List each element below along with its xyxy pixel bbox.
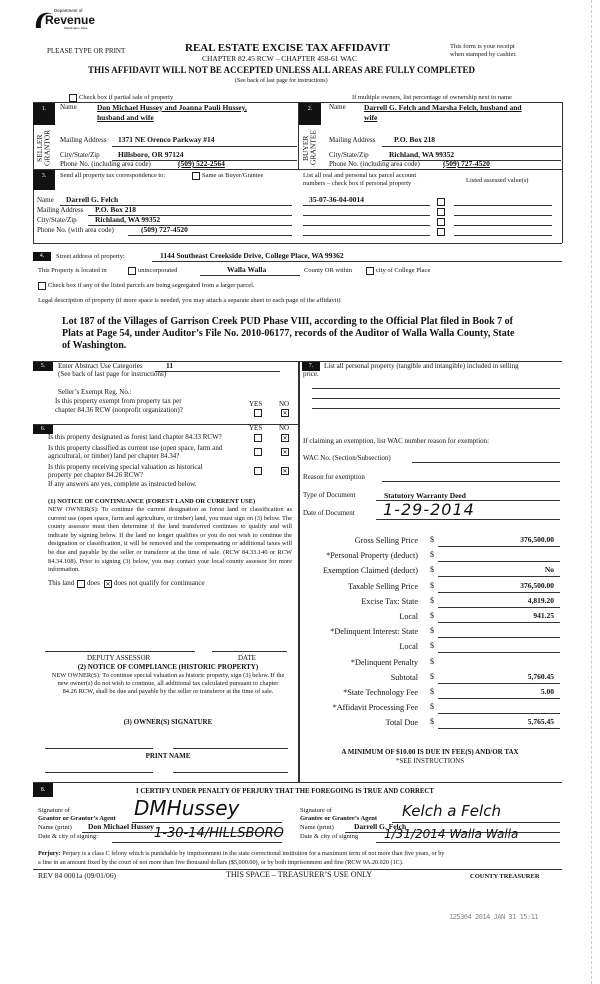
currency-symbol: $: [430, 717, 434, 727]
correspondence-city-state-zip[interactable]: Richland, WA 99352: [95, 215, 161, 224]
field-line: [200, 275, 300, 276]
amount-line: [438, 728, 560, 729]
notice-compliance-title: (2) NOTICE OF COMPLIANCE (HISTORIC PROPERTY): [77, 663, 259, 671]
name-label: Name: [37, 196, 54, 204]
personal-property-checkbox[interactable]: [437, 198, 445, 206]
property-street-address[interactable]: 1144 Southeast Creekside Drive, College Place, WA 99362: [160, 251, 344, 260]
seller-side-label: [36, 128, 51, 168]
section-number: 1.: [33, 103, 55, 125]
parcel-line: [303, 225, 430, 226]
personal-property-checkbox[interactable]: [437, 218, 445, 226]
amount-value[interactable]: 941.25: [533, 611, 554, 620]
assessed-label: Listed assessed value(s): [466, 177, 529, 184]
seller-name[interactable]: husband and wife: [97, 113, 154, 122]
does-label: does: [87, 579, 100, 587]
treasurer-space-label: THIS SPACE – TREASURER’S USE ONLY: [226, 870, 373, 879]
nonprofit-yes-checkbox[interactable]: [254, 409, 262, 417]
signature-label: Signature of: [300, 807, 332, 814]
buyer-side-label: [302, 128, 317, 168]
city-label: city of College Place: [376, 267, 431, 274]
scan-edge: [591, 0, 592, 984]
amount-label: *Affidavit Processing Fee: [332, 703, 418, 713]
no-label: NO: [279, 424, 290, 432]
personal-property-line[interactable]: [312, 398, 560, 399]
personal-property-line[interactable]: [312, 408, 560, 409]
currency-symbol: $: [430, 656, 434, 666]
correspondence-mailing-address[interactable]: P.O. Box 218: [95, 205, 136, 214]
receipt-note: This form is your receipt: [450, 43, 515, 50]
current-use-no-checkbox[interactable]: [281, 448, 289, 456]
county-name[interactable]: Walla Walla: [227, 265, 267, 274]
phone-label: Phone No. (including area code): [329, 160, 420, 168]
send-label: Send all property tax correspondence to:: [60, 172, 166, 179]
amount-label: Taxable Selling Price: [348, 581, 418, 591]
field-line: [152, 261, 562, 262]
owner-signature-label: (3) OWNER(S) SIGNATURE: [123, 718, 213, 726]
date-label: DATE: [238, 654, 256, 662]
currency-symbol: $: [430, 702, 434, 712]
amount-line: [438, 637, 560, 638]
notice-compliance-text: NEW OWNER(S): To continue special valuation as historic property, sign (3) below. If the new owner(s) do not wish to continue, all additional tax calculated pursuant to chapter 84.26 RCW, shall be due and payable by the seller or transferor at the time of sale.: [51, 672, 285, 696]
historical-yes-checkbox[interactable]: [254, 467, 262, 475]
amount-label: *State Technology Fee: [343, 688, 418, 697]
document-date[interactable]: 1-29-2014: [383, 500, 475, 519]
name-print-label: Name (print): [300, 824, 334, 831]
instructions-note: (See back of last page for instructions): [235, 78, 328, 84]
amount-value[interactable]: 376,500.00: [520, 580, 554, 590]
legal-description[interactable]: Lot 187 of the Villages of Garrison Creek PUD Phase VIII, according to the Official Plat filed in Book 7 of: [62, 316, 513, 327]
buyer-name[interactable]: Darrell G. Felch and Marsha Felch, husband and: [364, 103, 522, 112]
phone-label: Phone No. (including area code): [60, 160, 151, 168]
divider: [33, 169, 562, 170]
nonprofit-no-checkbox[interactable]: [281, 409, 289, 417]
amount-label: Excise Tax: State: [361, 596, 418, 606]
legal-description[interactable]: Plats at Page 54, under Auditor’s File No. 2010-06177, records of the Auditor of Walla Walla County, State: [62, 328, 515, 339]
seller-mailing-address[interactable]: 1371 NE Orenco Parkway #14: [118, 135, 215, 144]
no-label: NO: [279, 400, 290, 408]
amount-label: Gross Selling Price: [354, 536, 418, 545]
question-text: Is this property designated as forest land chapter 84.33 RCW?: [48, 433, 222, 441]
question-text: chapter 84.36 RCW (nonprofit organization)?: [55, 406, 183, 414]
buyer-city-state-zip[interactable]: Richland, WA 99352: [389, 150, 455, 159]
parcel-line: [303, 205, 430, 206]
logo-text: Department of: [54, 8, 83, 13]
side-label: SELLER: [35, 134, 44, 162]
personal-property-label: price.: [303, 370, 319, 378]
name-label: Name: [329, 103, 346, 111]
this-land-label: This land: [48, 579, 75, 587]
amount-label: Subtotal: [390, 672, 418, 682]
mail-label: Mailing Address: [329, 136, 376, 144]
currency-symbol: $: [430, 595, 434, 605]
parcel-label: numbers – check box if personal property: [303, 180, 412, 187]
perjury-text: Perjury is a class C felony which is punishable by imprisonment in the state correctional institution for a maximum term of not more than five years, or by: [62, 850, 445, 857]
side-label: BUYER: [301, 135, 310, 161]
logo-text: Revenue: [45, 13, 96, 27]
name-print-label: Name (print): [38, 824, 72, 831]
minimum-due-note: A MINIMUM OF $10.00 IS DUE IN FEE(S) AND/OR TAX: [341, 748, 519, 756]
field-line: [376, 519, 560, 520]
city-label: City/State/Zip: [37, 216, 77, 224]
date-line[interactable]: [212, 651, 287, 652]
field-line: [376, 842, 560, 843]
city-label: City/State/Zip: [60, 151, 100, 159]
unincorporated-label: unincorporated: [138, 267, 178, 274]
amount-label: Local: [399, 642, 418, 652]
field-line: [392, 822, 560, 823]
grantee-printed-name[interactable]: Darrell G. Felch: [354, 822, 407, 831]
personal-property-checkbox[interactable]: [437, 228, 445, 236]
field-line: [112, 842, 282, 843]
section-number: 6.: [33, 425, 53, 434]
print-name-label: PRINT NAME: [145, 752, 191, 760]
amount-line: [438, 713, 560, 714]
yes-label: YES: [249, 424, 263, 432]
signature-label: Grantee or Grantee’s Agent: [300, 815, 378, 822]
city-checkbox[interactable]: [366, 267, 374, 275]
segregated-label: Check box if any of the listed parcels are being segregated from a larger parcel.: [48, 282, 255, 289]
assessed-value-line[interactable]: [454, 205, 552, 206]
amount-value[interactable]: 5,760.45: [527, 671, 554, 681]
county-treasurer-label: COUNTY TREASURER: [470, 873, 540, 880]
phone-label: Phone No. (with area code): [37, 226, 114, 234]
print-name-line[interactable]: [173, 772, 288, 773]
currency-symbol: $: [430, 671, 434, 681]
amount-label: Local: [399, 612, 418, 621]
amount-value[interactable]: 5.00: [540, 687, 554, 696]
wac-label: WAC No. (Section/Subsection): [303, 454, 391, 462]
parcel-line: [303, 215, 430, 216]
form-chapter: CHAPTER 82.45 RCW – CHAPTER 458-61 WAC: [202, 54, 357, 63]
legal-description[interactable]: of Washington.: [62, 340, 127, 351]
amount-label: Total Due: [385, 718, 418, 728]
question-text: agricultural, or timber) land per chapter 84.34?: [48, 452, 180, 460]
does-not-qualify-checkbox[interactable]: [104, 580, 112, 588]
deputy-assessor-label: DEPUTY ASSESSOR: [87, 654, 151, 662]
personal-property-checkbox[interactable]: [437, 208, 445, 216]
segregated-checkbox[interactable]: [38, 282, 46, 290]
currency-symbol: $: [430, 550, 434, 560]
buyer-name[interactable]: wife: [364, 113, 378, 122]
field-line: [155, 371, 280, 372]
amount-line: [438, 576, 560, 577]
wac-line[interactable]: [412, 462, 560, 463]
parcel-label: List all real and personal tax parcel account: [303, 172, 417, 179]
grantor-signature[interactable]: DMHussey: [134, 796, 240, 820]
instruction-text: If any answers are yes, complete as instructed below.: [48, 480, 197, 488]
does-not-label: does not qualify for continuance: [114, 579, 205, 587]
side-label: GRANTOR: [42, 129, 52, 167]
mail-label: Mailing Address: [37, 206, 84, 214]
question-text: Is this property classified as current use (open space, farm and: [48, 444, 223, 452]
amount-value[interactable]: 376,500.00: [520, 535, 554, 544]
notice-continuance-text: NEW OWNER(S): To continue the current designation as forest land or classification as current use (open space, farm and agriculture, or timber) land, you must sign on (3) below. The county assessor must then determine if the land transferred continues to qualify and will indicate by signing below. If the land no longer qualifies or you do not wish to continue the designation or classification, it will be removed and the compensating or additional taxes will be due and payable by the seller or transferor at the time of sale. (RCW 84.33.140 or RCW 84.34.108). Prior to signing (3) below, you may contact your local county assessor for more information.: [48, 506, 292, 574]
correspondence-name[interactable]: Darrell G. Felch: [66, 195, 119, 204]
amount-line: [438, 561, 560, 562]
doc-type-label: Type of Document: [303, 491, 356, 499]
amount-label: *Delinquent Interest: State: [330, 627, 418, 637]
amount-label: *Delinquent Penalty: [350, 657, 418, 667]
amount-line: [438, 698, 560, 699]
form-title: REAL ESTATE EXCISE TAX AFFIDAVIT: [185, 42, 390, 54]
personal-property-label: List all personal property (tangible and intangible) included in selling: [324, 362, 519, 370]
date-city-label: Date & city of signing: [300, 833, 359, 840]
certify-statement: I CERTIFY UNDER PENALTY OF PERJURY THAT THE FOREGOING IS TRUE AND CORRECT: [136, 788, 434, 795]
receipt-note: when stamped by cashier.: [450, 51, 517, 58]
question-text: property per chapter 84.26 RCW?: [48, 471, 144, 479]
exempt-reg-label: Seller’s Exempt Reg. No.:: [58, 388, 132, 396]
question-text: Is this property receiving special valuation as historical: [48, 463, 203, 471]
divider: [562, 102, 563, 243]
amount-line: [438, 592, 560, 593]
reason-label: Reason for exemption: [303, 473, 365, 481]
name-label: Name: [60, 103, 77, 111]
city-label: City/State/Zip: [329, 151, 369, 159]
date-city-label: Date & city of signing:: [38, 833, 98, 840]
divider: [33, 782, 562, 783]
mail-label: Mailing Address: [60, 136, 107, 144]
grantor-date-city[interactable]: 1-30-14/HILLSBORO: [154, 826, 284, 841]
grantee-date-city[interactable]: 1/31/2014 Walla Walla: [384, 827, 519, 841]
amount-line: [438, 652, 560, 653]
seller-city-state-zip[interactable]: Hillsboro, OR 97124: [118, 150, 184, 159]
abstract-use-category[interactable]: 11: [166, 361, 174, 370]
field-line: [132, 822, 282, 823]
form-revision: REV 84 0001a (09/01/06): [38, 871, 116, 880]
amount-line: [438, 607, 560, 608]
currency-symbol: $: [430, 626, 434, 636]
amount-line: [438, 546, 560, 547]
exemption-label: If claiming an exemption, list WAC number reason for exemption:: [303, 437, 490, 445]
county-or-label: County OR within: [304, 267, 353, 274]
same-as-buyer-checkbox[interactable]: [192, 172, 200, 180]
assessed-value-line[interactable]: [454, 235, 552, 236]
located-label: This Property is located in: [38, 267, 107, 274]
signature-label: Grantor or Grantor’s Agent: [38, 815, 116, 822]
partial-sale-checkbox[interactable]: [69, 94, 77, 102]
yes-label: YES: [249, 400, 263, 408]
currency-symbol: $: [430, 687, 434, 696]
does-qualify-checkbox[interactable]: [77, 580, 85, 588]
amount-line: [438, 622, 560, 623]
street-label: Street address of property:: [56, 253, 125, 260]
forest-land-no-checkbox[interactable]: [281, 434, 289, 442]
amount-value[interactable]: No: [544, 565, 554, 575]
buyer-phone[interactable]: (509) 727-4520: [443, 159, 490, 168]
parcel-number[interactable]: 35-07-36-04-0014: [309, 195, 364, 204]
print-name-line[interactable]: [45, 772, 153, 773]
field-line: [88, 225, 292, 226]
partial-sale-label: Check box if partial sale of property: [79, 94, 174, 101]
parcel-line: [303, 235, 430, 236]
seller-phone[interactable]: (509) 522-2564: [178, 159, 225, 168]
warning-banner: THIS AFFIDAVIT WILL NOT BE ACCEPTED UNLESS ALL AREAS ARE FULLY COMPLETED: [88, 65, 476, 75]
instructions-note: (See back of last page for instructions): [58, 370, 167, 378]
amount-line: [438, 683, 560, 684]
section-number: 4.: [33, 252, 51, 261]
section-number: 2.: [299, 103, 321, 125]
section-number: 3.: [33, 170, 55, 190]
personal-property-line[interactable]: [312, 388, 560, 389]
section-number: 7.: [302, 362, 320, 371]
document-type[interactable]: Statutory Warranty Deed: [384, 491, 466, 500]
owner-signature-line[interactable]: [173, 748, 288, 749]
currency-symbol: $: [430, 641, 434, 651]
assessed-value-line[interactable]: [454, 225, 552, 226]
amount-value[interactable]: 4,819.20: [527, 595, 554, 605]
amount-label: Exemption Claimed (deduct): [322, 566, 418, 576]
perjury-text: a fine in an amount fixed by the court of not more than five thousand dollars ($5,000.00), or by both imprisonment and fine (RCW 9A.20.020 (1C).: [38, 859, 404, 866]
divider: [33, 243, 562, 244]
buyer-mailing-address[interactable]: P.O. Box 218: [394, 135, 435, 144]
historical-no-checkbox[interactable]: [281, 467, 289, 475]
treasurer-receipt-stamp: 125364 2014 JAN 31 15:11: [449, 913, 539, 921]
same-as-buyer-label: Same as Buyer/Grantee: [202, 172, 264, 179]
currency-symbol: $: [430, 580, 434, 590]
field-line: [382, 146, 561, 147]
field-line: [112, 146, 297, 147]
reason-line[interactable]: [382, 481, 560, 482]
section-number: 8.: [33, 783, 53, 797]
see-instructions-note: *SEE INSTRUCTIONS: [395, 757, 465, 765]
please-type-note: PLEASE TYPE OR PRINT: [47, 47, 126, 55]
unincorporated-checkbox[interactable]: [128, 267, 136, 275]
currency-symbol: $: [430, 565, 434, 575]
correspondence-phone[interactable]: (509) 727-4520: [141, 225, 188, 234]
notice-continuance-title: (1) NOTICE OF CONTINUANCE (FOREST LAND OR CURRENT USE): [48, 498, 256, 505]
amount-label: *Personal Property (deduct): [326, 551, 418, 561]
grantee-signature[interactable]: Kelch a Felch: [402, 802, 501, 820]
deputy-signature-line[interactable]: [45, 651, 195, 652]
currency-symbol: $: [430, 611, 434, 620]
side-label: GRANTEE: [308, 130, 318, 166]
currency-symbol: $: [430, 535, 434, 544]
doc-date-label: Date of Document: [303, 509, 355, 517]
amount-value[interactable]: 5,765.45: [527, 717, 554, 727]
section-number: 5.: [33, 362, 53, 371]
owner-signature-line[interactable]: [45, 748, 153, 749]
question-text: Is this property exempt from property tax per: [55, 397, 182, 405]
grantor-printed-name[interactable]: Don Michael Hussey: [88, 822, 154, 831]
assessed-value-line[interactable]: [454, 215, 552, 216]
multiple-owners-note: If multiple owners, list percentage of ownership next to name: [352, 94, 512, 101]
forest-land-yes-checkbox[interactable]: [254, 434, 262, 442]
abstract-label: Enter Abstract Use Categories: [58, 362, 143, 370]
current-use-yes-checkbox[interactable]: [254, 448, 262, 456]
signature-label: Signature of: [38, 807, 70, 814]
logo-text: Washington State: [64, 26, 88, 30]
seller-name[interactable]: Don Michael Hussey and Joanna Pauli Hussey,: [97, 103, 247, 112]
legal-label: Legal description of property (if more space is needed, you may attach a separate sheet to each page of the affidavit): [38, 297, 341, 304]
perjury-label: Perjury:: [38, 850, 61, 857]
field-line: [128, 235, 292, 236]
